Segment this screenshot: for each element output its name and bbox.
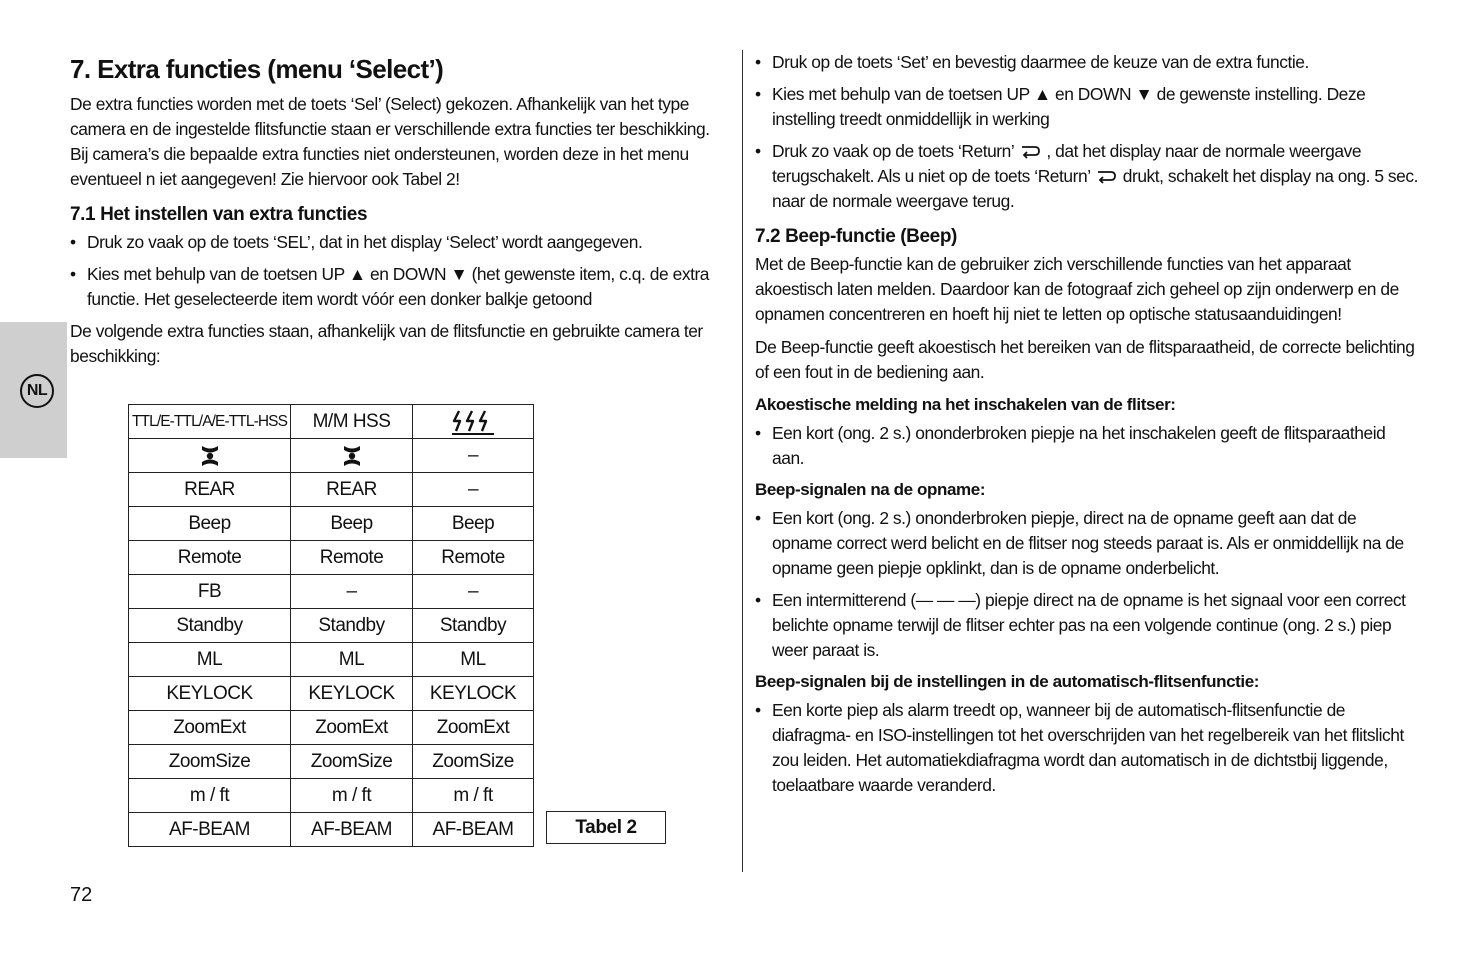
table-cell: ML	[291, 643, 413, 677]
right-column	[755, 50, 1420, 805]
beep-paragraph-2: De Beep-functie geeft akoestisch het bereiken van de flitsparaatheid, de correcte belichting of een fout in de bediening aan.	[755, 337, 1415, 382]
switch-on-list	[755, 421, 1420, 471]
list-item: • Een kort (ong. 2 s.) ononderbroken piepje, direct na de opname geeft aan dat de opname correct werd belicht en de flitser nog steeds paraat is. Als er onmiddellijk na de opname geen piepje opklinkt, dan is de opname onderbelicht.	[755, 506, 1420, 581]
table-row	[129, 745, 534, 779]
list-item: • Een korte piep als alarm treedt op, wanneer bij de automatisch-flitsenfunctie de diafragma- en ISO-instellingen tot het overschrijden van het regelbereik van het flitslicht zou leiden. Het automatiekdiafragma wordt dan automatisch in de dichtstbij liggende, toelaatbare waarde veranderd.	[755, 698, 1420, 798]
table-row	[129, 677, 534, 711]
table-cell: Remote	[129, 541, 291, 575]
column-divider	[742, 50, 743, 872]
language-badge: NL	[20, 374, 54, 408]
table-header-cell: M/M HSS	[291, 405, 413, 439]
table-cell: Standby	[291, 609, 413, 643]
functions-table	[128, 404, 534, 847]
functions-intro: De volgende extra functies staan, afhankelijk van de flitsfunctie en gebruikte camera ter beschikking:	[70, 321, 703, 366]
table-cell: AF-BEAM	[413, 813, 534, 847]
table-cell: –	[413, 439, 534, 473]
return-icon	[1094, 168, 1118, 184]
second-curtain-sync-icon	[200, 444, 220, 468]
table-cell: –	[413, 473, 534, 507]
settings-list	[755, 50, 1420, 214]
table-row	[129, 711, 534, 745]
table-cell: AF-BEAM	[291, 813, 413, 847]
table-cell	[291, 439, 413, 473]
list-item: • Druk op de toets ‘Set’ en bevestig daarmee de keuze van de extra functie.	[755, 50, 1420, 75]
table-row	[129, 575, 534, 609]
section-7-1-list	[70, 230, 730, 312]
table-cell: Beep	[413, 507, 534, 541]
table-cell: Remote	[413, 541, 534, 575]
subheading-switch-on: Akoestische melding na het inschakelen van de flitser:	[755, 395, 1176, 414]
left-column	[70, 50, 730, 377]
table-cell: Beep	[291, 507, 413, 541]
table-cell: m / ft	[291, 779, 413, 813]
section-7-2-title: 7.2 Beep-functie (Beep)	[755, 226, 957, 247]
table-cell: REAR	[291, 473, 413, 507]
table-cell: KEYLOCK	[129, 677, 291, 711]
table-caption: Tabel 2	[546, 811, 666, 844]
intro-paragraph: De extra functies worden met de toets ‘Sel’ (Select) gekozen. Afhankelijk van het type camera en de ingestelde flitsfunctie staan er verschillende extra functies ter beschikking. Bij camera’s die bepaalde extra functies niet ondersteunen, worden deze in het menu eventueel n iet aangegeven! Zie hiervoor ook Tabel 2!	[70, 94, 710, 189]
beep-paragraph-1: Met de Beep-functie kan de gebruiker zich verschillende functies van het apparaat akoestisch laten melden. Daardoor kan de fotograaf zich geheel op zijn onderwerp en de opnamen concentreren en hoeft hij niet te letten op optische statusaanduidingen!	[755, 254, 1399, 324]
table-cell: Standby	[129, 609, 291, 643]
table-cell: ZoomSize	[129, 745, 291, 779]
table-cell: ZoomSize	[413, 745, 534, 779]
table-row	[129, 541, 534, 575]
return-text-part1: Druk zo vaak op de toets ‘Return’	[772, 141, 1014, 161]
table-cell: –	[413, 575, 534, 609]
table-cell: Standby	[413, 609, 534, 643]
section-7-1-title: 7.1 Het instellen van extra functies	[70, 204, 368, 225]
page-number: 72	[70, 884, 93, 906]
list-item: • Kies met behulp van de toetsen UP ▲ en DOWN ▼ (het gewenste item, c.q. de extra functie. Het geselecteerde item wordt vóór een donker balkje getoond	[70, 262, 730, 312]
return-text-part3: drukt, schakelt het display na ong. 5 sec. naar de normale weergave terug.	[772, 166, 1419, 211]
auto-flash-list	[755, 698, 1420, 798]
list-item: • Kies met behulp van de toetsen UP ▲ en DOWN ▼ de gewenste instelling. Deze instelling treedt onmiddellijk in werking	[755, 82, 1420, 132]
table-row	[129, 439, 534, 473]
table-row	[129, 473, 534, 507]
language-side-tab	[0, 322, 67, 458]
return-text-part2: , dat het display naar de normale weergave terugschakelt. Als u niet op de toets ‘Return’	[772, 141, 1362, 186]
table-header-cell	[413, 405, 534, 439]
subheading-auto-flash: Beep-signalen bij de instellingen in de automatisch-flitsenfunctie:	[755, 672, 1260, 691]
table-cell: Beep	[129, 507, 291, 541]
table-cell: m / ft	[413, 779, 534, 813]
table-row	[129, 609, 534, 643]
page-title: 7. Extra functies (menu ‘Select’)	[70, 54, 444, 84]
table-cell: REAR	[129, 473, 291, 507]
table-cell: ML	[129, 643, 291, 677]
return-icon	[1018, 143, 1042, 159]
table-header-row	[129, 405, 534, 439]
table-header-cell: TTL/E-TTL/A/E-TTL-HSS	[129, 405, 291, 439]
table-cell: –	[291, 575, 413, 609]
table-cell: AF-BEAM	[129, 813, 291, 847]
table-cell: KEYLOCK	[291, 677, 413, 711]
table-cell: FB	[129, 575, 291, 609]
table-cell: ZoomSize	[291, 745, 413, 779]
list-item: • Een kort (ong. 2 s.) ononderbroken piepje na het inschakelen geeft de flitsparaatheid aan.	[755, 421, 1420, 471]
table-cell: ZoomExt	[413, 711, 534, 745]
subheading-after-shot: Beep-signalen na de opname:	[755, 480, 986, 499]
table-cell: ZoomExt	[291, 711, 413, 745]
table-cell: ZoomExt	[129, 711, 291, 745]
table-cell: ML	[413, 643, 534, 677]
table-cell: Remote	[291, 541, 413, 575]
table-cell: KEYLOCK	[413, 677, 534, 711]
table-cell: m / ft	[129, 779, 291, 813]
list-item	[755, 139, 1420, 214]
table-row	[129, 813, 534, 847]
list-item: • Een intermitterend (— — —) piepje direct na de opname is het signaal voor een correct belichte opname terwijl de flitser echter pas na een volgende continue (ong. 2 s.) piep weer paraat is.	[755, 588, 1420, 663]
list-item: • Druk zo vaak op de toets ‘SEL’, dat in het display ‘Select’ wordt aangegeven.	[70, 230, 730, 255]
table-cell	[129, 439, 291, 473]
strobo-flash-icon	[451, 409, 495, 435]
table-row	[129, 779, 534, 813]
table-row	[129, 643, 534, 677]
after-shot-list	[755, 506, 1420, 663]
second-curtain-sync-icon	[342, 444, 362, 468]
table-row	[129, 507, 534, 541]
